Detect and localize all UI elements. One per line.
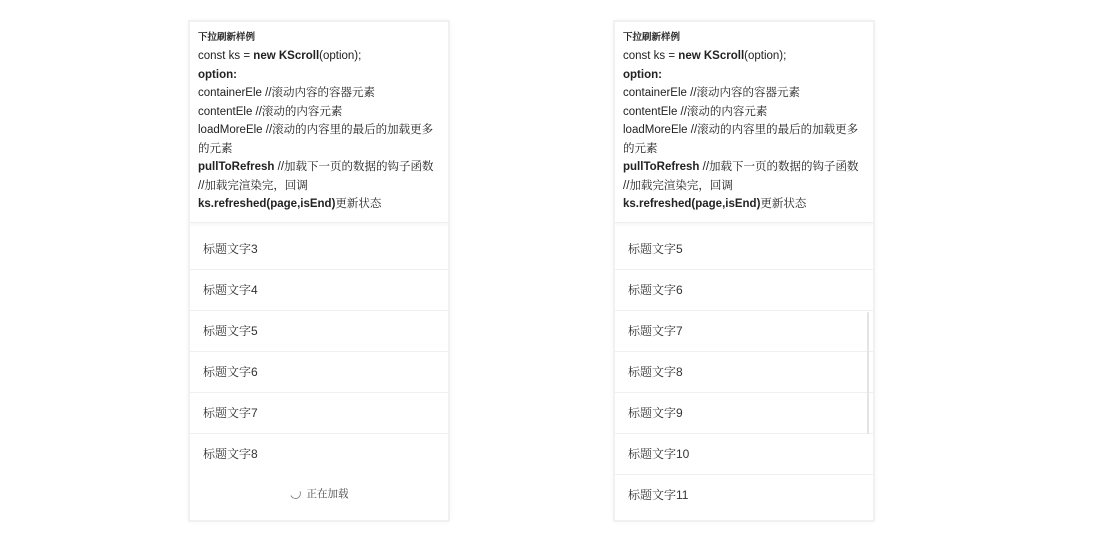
loadmore-ele-line: loadMoreEle //滚动的内容里的最后的加载更多的元素 bbox=[198, 124, 434, 155]
constructor-line: const ks = new KScroll(option); bbox=[198, 50, 362, 62]
list-item[interactable]: 标题文字7 bbox=[615, 311, 873, 352]
list-item[interactable]: 标题文字9 bbox=[615, 393, 873, 434]
render-callback-comment: //加载完渲染完，回调 bbox=[198, 179, 308, 192]
content-ele-line: contentEle //滚动的内容元素 bbox=[623, 105, 768, 118]
load-more-indicator bbox=[190, 474, 448, 514]
option-label: option: bbox=[623, 68, 662, 81]
container-ele-line: containerEle //滚动内容的容器元素 bbox=[198, 87, 376, 99]
loading-spinner-icon bbox=[288, 486, 302, 500]
refreshed-line: ks.refreshed(page,isEnd)更新状态 bbox=[198, 198, 382, 210]
demo-title: 下拉刷新样例 bbox=[623, 32, 681, 43]
content-ele-line: contentEle //滚动的内容元素 bbox=[198, 105, 343, 118]
demo-title: 下拉刷新样例 bbox=[198, 32, 256, 43]
list-item[interactable]: 标题文字3 bbox=[190, 229, 448, 270]
loading-text: 正在加载 bbox=[306, 488, 349, 500]
container-ele-line: containerEle //滚动内容的容器元素 bbox=[623, 87, 801, 99]
scroll-demo-panel-left[interactable] bbox=[190, 22, 448, 520]
list-item[interactable]: 标题文字5 bbox=[615, 229, 873, 270]
list-item[interactable]: 标题文字6 bbox=[615, 270, 873, 311]
refreshed-line: ks.refreshed(page,isEnd)更新状态 bbox=[623, 198, 807, 210]
scroll-content-list[interactable] bbox=[190, 229, 448, 474]
list-item[interactable]: 标题文字6 bbox=[190, 352, 448, 393]
pull-to-refresh-line: pullToRefresh //加载下一页的数据的钩子函数 bbox=[198, 161, 434, 173]
list-item[interactable]: 标题文字10 bbox=[615, 434, 873, 475]
code-description-header bbox=[190, 22, 448, 223]
loadmore-ele-line: loadMoreEle //滚动的内容里的最后的加载更多的元素 bbox=[623, 124, 859, 155]
list-item[interactable]: 标题文字8 bbox=[203, 446, 258, 461]
constructor-line: const ks = new KScroll(option); bbox=[623, 50, 787, 62]
list-item[interactable]: 标题文字8 bbox=[615, 352, 873, 393]
list-item[interactable]: 标题文字7 bbox=[190, 393, 448, 434]
list-item[interactable]: 标题文字11 bbox=[628, 487, 689, 502]
scroll-demo-panel-right[interactable] bbox=[615, 22, 873, 520]
list-item[interactable]: 标题文字5 bbox=[190, 311, 448, 352]
list-item[interactable]: 标题文字4 bbox=[190, 270, 448, 311]
pull-to-refresh-line: pullToRefresh //加载下一页的数据的钩子函数 bbox=[623, 161, 859, 173]
scroll-content-list[interactable] bbox=[615, 229, 873, 515]
scrollbar[interactable] bbox=[867, 312, 869, 434]
code-description-header bbox=[615, 22, 873, 223]
option-label: option: bbox=[198, 68, 237, 81]
render-callback-comment: //加载完渲染完，回调 bbox=[623, 179, 733, 192]
